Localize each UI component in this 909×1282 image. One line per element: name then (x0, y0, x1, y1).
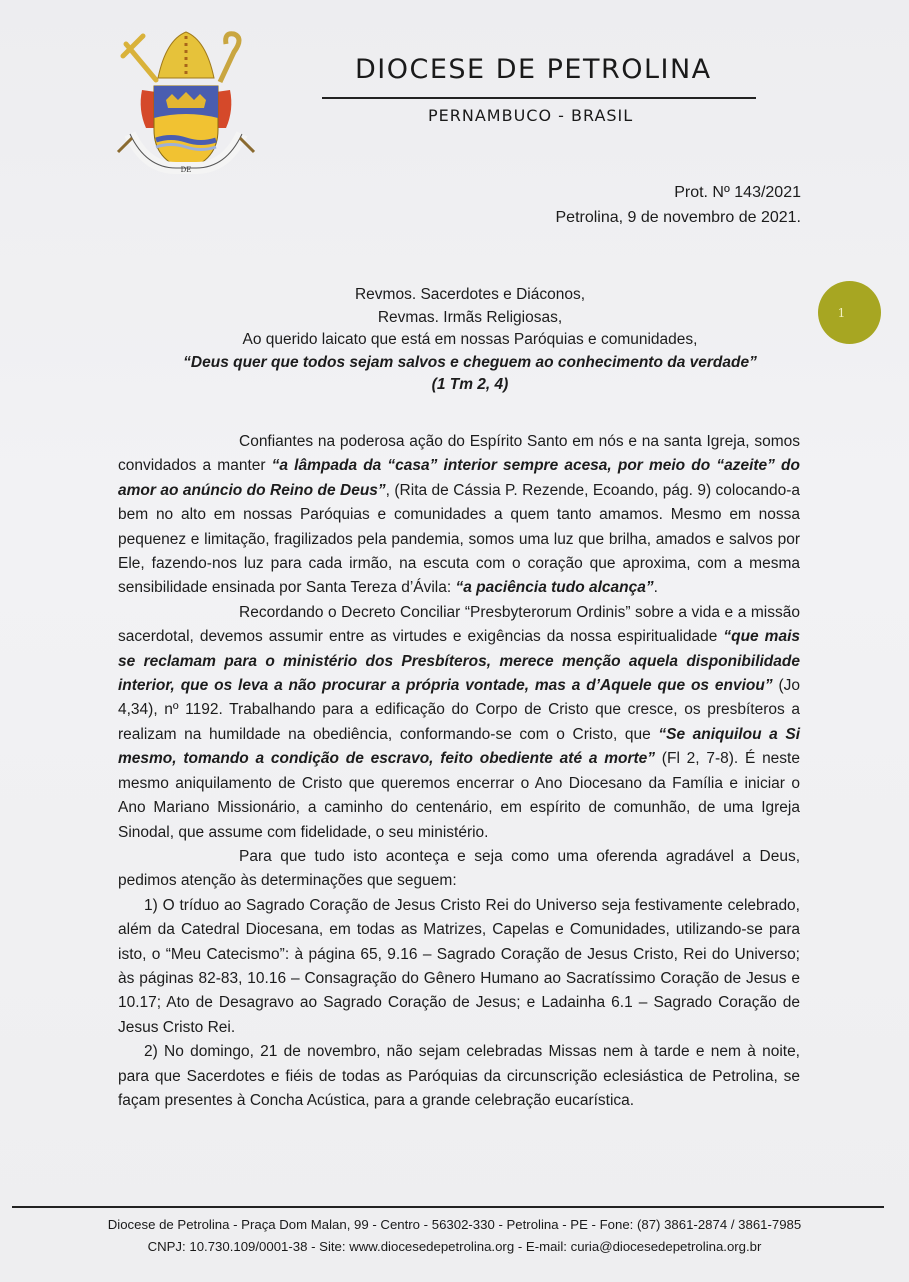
protocol-block (556, 180, 802, 230)
coat-of-arms-icon (116, 30, 256, 175)
scripture-quote: “Deus quer que todos sejam salvos e cheguem ao conhecimento da verdade” (183, 353, 757, 371)
text: (Fl 2, 7-8). É neste mesmo aniquilamento de Cristo que queremos encerrar o Ano Diocesano da Família e iniciar o Ano Mariano Missionário, a caminho do centenário, em espírito de comunhão, de uma Igreja Sinodal, que assume com fidelidade, o seu ministério. (118, 750, 800, 841)
quote: “que mais se reclamam para o ministério dos Presbíteros, merece menção aquela disponibilidade interior, que os leva a não procurar a própria vontade, mas a d’Aquele que os enviou” (118, 628, 800, 695)
footer-address: Diocese de Petrolina - Praça Dom Malan, 99 - Centro - 56302-330 - Petrolina - PE - Fone: (87) 3861-2874 / 3861-7985 (107, 1217, 802, 1232)
footer-cnpj: CNPJ: 10.730.109/0001-38 (147, 1239, 308, 1254)
paragraph-3: Para que tudo isto aconteça e seja como uma oferenda agradável a Deus, pedimos atenção às determinações que seguem: (118, 847, 800, 890)
footer-divider (12, 1206, 884, 1208)
diocese-subtitle: PERNAMBUCO - BRASIL (428, 106, 634, 125)
paragraph-1 (118, 430, 800, 601)
salutation-line: Revmas. Irmãs Religiosas, (377, 308, 563, 326)
footer (0, 1214, 909, 1258)
footer-email-label: E-mail: (525, 1239, 567, 1254)
footer-site-link[interactable]: www.diocesedepetrolina.org (349, 1239, 515, 1254)
determination-1: 1) O tríduo ao Sagrado Coração de Jesus Cristo Rei do Universo seja festivamente celebrado, além da Catedral Diocesana, em todas as Matrizes, Capelas e Comunidades, utilizando-se para isto, o “Meu Catecismo”: à página 65, 9.16 – Sagrado Coração de Jesus Cristo, Rei do Universo; às páginas 82-83, 10.16 – Consagração do Gênero Humano ao Sacratíssimo Coração de Jesus e 10.17; Ato de Desagravo ao Sagrado Coração de Jesus; e Ladainha 6.1 – Sagrado Coração de Jesus Cristo Rei. (118, 896, 800, 1036)
place-date: Petrolina, 9 de novembro de 2021. (555, 209, 801, 226)
footer-contacts: CNPJ: 10.730.109/0001-38 - Site: www.diocesedepetrolina.org - E-mail: curia@diocesedepetrolina.org.br (147, 1239, 762, 1254)
crest-ribbon-de: DE (180, 166, 192, 174)
text: Confiantes na poderosa ação do Espírito Santo em nós e na santa Igreja, somos convidados a manter (118, 433, 800, 475)
footer-email-link[interactable]: curia@diocesedepetrolina.org.br (570, 1239, 762, 1254)
text: . (653, 579, 658, 597)
quote: “a paciência tudo alcança” (455, 579, 654, 597)
text: , (Rita de Cássia P. Rezende, Ecoando, pág. 9) colocando-a bem no alto em nossas Paróquias e comunidades a quem tanto amamos. Mesmo em nossa pequenez e limitação, fragilizados pela pandemia, somos uma luz que brilha, amados e salvos por Ele, fazendo-nos luz para cada irmão, na escuta com o coração que aproxima, com a mesma sensibilidade ensinada por Santa Tereza d’Ávila: (118, 481, 800, 597)
salutation (120, 284, 820, 397)
diocese-title: DIOCESE DE PETROLINA (355, 54, 712, 85)
page-number: 1 (837, 305, 846, 320)
scripture-citation: (1 Tm 2, 4) (431, 376, 509, 393)
salutation-line: Ao querido laicato que está em nossas Paróquias e comunidades, (242, 331, 698, 348)
determination-2: 2) No domingo, 21 de novembro, não sejam celebradas Missas nem à tarde e nem à noite, para que Sacerdotes e fiéis de todas as Paróquias da circunscrição eclesiástica de Petrolina, se façam presentes à Concha Acústica, para a grande celebração eucarística. (118, 1043, 800, 1109)
salutation-line: Revmos. Sacerdotes e Diáconos, (354, 286, 586, 303)
text: Recordando o Decreto Conciliar “Presbyterorum Ordinis” sobre a vida e a missão sacerdotal, devemos assumir entre as virtudes e exigências da nossa espiritualidade (118, 603, 800, 646)
quote: “a lâmpada da “casa” interior sempre acesa, por meio do “azeite” do amor ao anúncio do Reino de Deus” (118, 457, 800, 499)
text: (Jo 4,34), nº 1192. Trabalhando para a edificação do Corpo de Cristo que cresce, os presbíteros a realizam na humildade na obediência, conformando-se com o Cristo, que (118, 677, 800, 743)
footer-site-label: Site: (319, 1239, 346, 1254)
letter-body (118, 430, 800, 1113)
paragraph-2 (118, 601, 800, 845)
protocol-number: Prot. Nº 143/2021 (674, 184, 801, 201)
header-divider (322, 97, 756, 99)
page-number-badge (818, 281, 881, 344)
quote: “Se aniquilou a Si mesmo, tomando a condição de escravo, feito obediente até a morte” (118, 725, 800, 768)
